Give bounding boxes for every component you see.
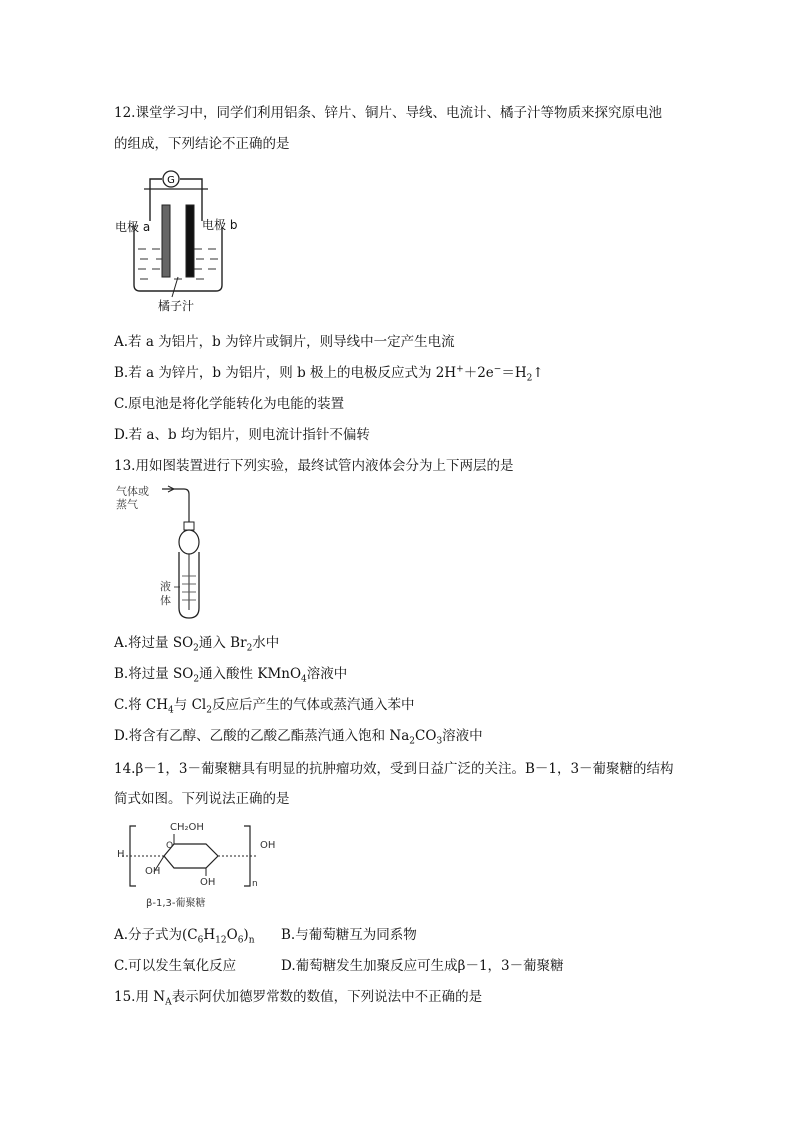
q14-option-b: B.与葡萄糖互为同系物 [281, 927, 417, 943]
electrode-b-label: 电极 b [202, 218, 238, 232]
glucan-caption: β-1,3-葡聚糖 [146, 898, 206, 909]
gas-vapor-label: 气体或 蒸气 [116, 485, 149, 511]
galvanometer-label: G [167, 175, 175, 186]
oh-right-label: OH [260, 840, 276, 851]
q12-option-a: A.若 a 为铝片，b 为锌片或铜片，则导线中一定产生电流 [114, 334, 455, 350]
q13-option-c: C.将 $CH_4$与 $Cl_2$反应后产生的气体或蒸汽通入苯中 [114, 697, 415, 716]
q13-stem: 13.用如图装置进行下列实验，最终试管内液体会分为上下两层的是 [114, 458, 514, 474]
subscript-n-label: n [252, 879, 258, 889]
q12-option-b: B.若 a 为锌片，b 为铝片，则 b 极上的电极反应式为 $2H^++2e^-=H_2↑$ [114, 364, 544, 384]
electrode-a-label: 电极 a [115, 220, 151, 234]
oh-bottom-label: OH [200, 877, 216, 888]
orange-juice-label: 橘子汁 [158, 299, 195, 313]
q12-galvanic-cell-figure [112, 165, 252, 315]
q14-stem-line2: 简式如图。下列说法正确的是 [114, 791, 290, 807]
q14-option-d: D.葡萄糖发生加聚反应可生成β－1，3－葡聚糖 [281, 958, 564, 974]
electrode-a-plate [162, 205, 170, 277]
q13-option-a: A.将过量 $SO_2$通入 $Br_2$水中 [114, 635, 280, 654]
q12-option-d: D.若 a、b 均为铝片，则电流计指针不偏转 [114, 427, 370, 443]
liquid-label: 液 体 [160, 580, 171, 607]
q15-stem: 15.用 $N_A$表示阿伏加德罗常数的数值，下列说法中不正确的是 [114, 989, 483, 1008]
q14-option-c: C.可以发生氧化反应 [114, 958, 237, 974]
ring-oxygen-label: O [166, 841, 174, 851]
q12-stem-line1: 12.课堂学习中，同学们利用铝条、锌片、铜片、导线、电流计、橘子汁等物质来探究原电池 [114, 105, 662, 121]
ch2oh-label: CH₂OH [170, 822, 204, 833]
q14-option-a: A.分子式为$(C_6H_{12}O_6)_n$ [114, 927, 255, 946]
electrode-b-plate [186, 205, 194, 277]
h-label: H [117, 849, 125, 860]
q12-option-c: C.原电池是将化学能转化为电能的装置 [114, 396, 345, 412]
oh-left-label: OH [145, 866, 161, 877]
q12-stem-line2: 的组成，下列结论不正确的是 [114, 136, 290, 152]
q13-option-d: D.将含有乙醇、乙酸的乙酸乙酯蒸汽通入饱和 $Na_2CO_3$溶液中 [114, 728, 483, 747]
q14-stem-line1: 14.β－1，3－葡聚糖具有明显的抗肿瘤功效，受到日益广泛的关注。B－1，3－葡聚糖的结构 [114, 761, 674, 777]
q13-option-b: B.将过量 $SO_2$通入酸性 KMnO$_4$溶液中 [114, 666, 348, 685]
